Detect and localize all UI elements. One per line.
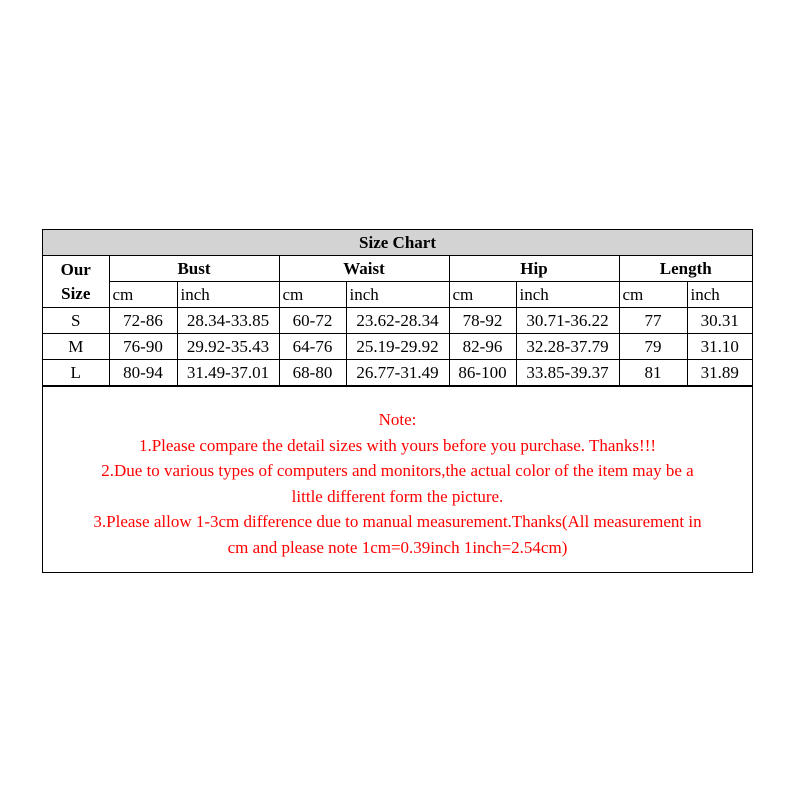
unit-header-row xyxy=(43,282,752,308)
title-row xyxy=(43,230,752,256)
waist-inch-cell: 25.19-29.92 xyxy=(346,334,449,360)
length-cm-cell: 81 xyxy=(619,360,687,386)
bust-inch-cell: 29.92-35.43 xyxy=(177,334,279,360)
size-chart xyxy=(42,229,753,573)
size-header-top: Our xyxy=(60,259,91,279)
length-inch-cell: 31.10 xyxy=(687,334,752,360)
length-cm-cell: 79 xyxy=(619,334,687,360)
hip-cm-header: cm xyxy=(449,282,516,308)
size-cell: M xyxy=(43,334,109,360)
hip-cm-cell: 82-96 xyxy=(449,334,516,360)
length-header: Length xyxy=(619,256,752,282)
bust-inch-header: inch xyxy=(177,282,279,308)
length-inch-header: inch xyxy=(687,282,752,308)
waist-cm-cell: 64-76 xyxy=(279,334,346,360)
hip-inch-cell: 33.85-39.37 xyxy=(516,360,619,386)
hip-inch-cell: 32.28-37.79 xyxy=(516,334,619,360)
table-row xyxy=(43,334,752,360)
bust-cm-header: cm xyxy=(109,282,177,308)
note-line-3b: cm and please note 1cm=0.39inch 1inch=2.54cm) xyxy=(227,537,568,557)
group-header-row xyxy=(43,256,752,282)
table-title: Size Chart xyxy=(43,230,752,256)
waist-header: Waist xyxy=(279,256,449,282)
waist-cm-header: cm xyxy=(279,282,346,308)
bust-header: Bust xyxy=(109,256,279,282)
hip-header: Hip xyxy=(449,256,619,282)
hip-cm-cell: 78-92 xyxy=(449,308,516,334)
table-row xyxy=(43,308,752,334)
size-header-bottom: Size xyxy=(61,283,91,303)
bust-inch-cell: 28.34-33.85 xyxy=(177,308,279,334)
size-header xyxy=(43,256,109,308)
note-heading: Note: xyxy=(378,410,417,429)
hip-inch-header: inch xyxy=(516,282,619,308)
size-cell: S xyxy=(43,308,109,334)
bust-inch-cell: 31.49-37.01 xyxy=(177,360,279,386)
waist-cm-cell: 68-80 xyxy=(279,360,346,386)
waist-inch-cell: 23.62-28.34 xyxy=(346,308,449,334)
size-table xyxy=(43,230,752,386)
waist-inch-cell: 26.77-31.49 xyxy=(346,360,449,386)
length-cm-cell: 77 xyxy=(619,308,687,334)
notes-section xyxy=(43,386,752,572)
waist-cm-cell: 60-72 xyxy=(279,308,346,334)
bust-cm-cell: 80-94 xyxy=(109,360,177,386)
bust-cm-cell: 72-86 xyxy=(109,308,177,334)
note-line-3a: 3.Please allow 1-3cm difference due to manual measurement.Thanks(All measurement in xyxy=(93,512,702,531)
length-inch-cell: 31.89 xyxy=(687,360,752,386)
waist-inch-header: inch xyxy=(346,282,449,308)
hip-inch-cell: 30.71-36.22 xyxy=(516,308,619,334)
table-row xyxy=(43,360,752,386)
note-line-2b: little different form the picture. xyxy=(291,486,504,506)
note-line-2a: 2.Due to various types of computers and monitors,the actual color of the item may be a xyxy=(101,461,694,480)
bust-cm-cell: 76-90 xyxy=(109,334,177,360)
length-inch-cell: 30.31 xyxy=(687,308,752,334)
note-line-1: 1.Please compare the detail sizes with yours before you purchase. Thanks!!! xyxy=(138,435,657,455)
hip-cm-cell: 86-100 xyxy=(449,360,516,386)
size-cell: L xyxy=(43,360,109,386)
length-cm-header: cm xyxy=(619,282,687,308)
